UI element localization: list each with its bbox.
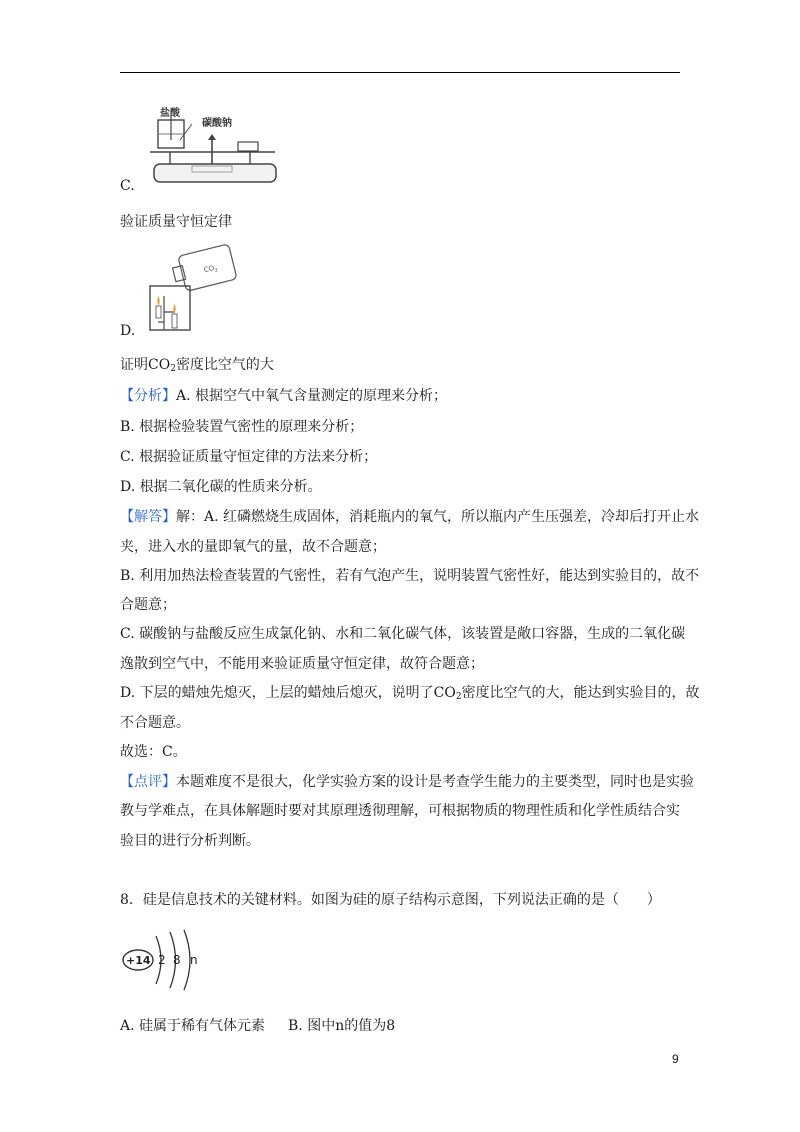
answer-d-line2: 不合题意。 — [120, 715, 190, 731]
analysis-line-a: 【分析】A. 根据空气中氧气含量测定的原理来分析； — [120, 388, 448, 404]
option-d-letter: D. — [120, 323, 136, 339]
answer-c-line1: C. 碳酸钠与盐酸反应生成氯化钠、水和二氧化碳气体，该装置是敞口容器，生成的二氧化碳 — [120, 626, 686, 642]
label-hydrochloric-acid: 盐酸 — [160, 108, 180, 119]
question-8-option-b: B. 图中n的值为8 — [288, 1018, 396, 1034]
answer-a-line1: 【解答】解：A. 红磷燃烧生成固体，消耗瓶内的氧气，所以瓶内产生压强差，冷却后打开止水 — [120, 509, 700, 525]
question-8-option-a: A. 硅属于稀有气体元素 — [120, 1018, 266, 1034]
silicon-atom-diagram — [118, 922, 218, 992]
question-8-stem: 8．硅是信息技术的关键材料。如图为硅的原子结构示意图，下列说法正确的是（ ） — [120, 892, 661, 908]
nucleus-charge: +14 — [126, 954, 151, 967]
option-c-letter: C. — [120, 178, 135, 194]
analysis-line-d: D. 根据二氧化碳的性质来分析。 — [120, 479, 322, 495]
co2-candles-figure — [144, 244, 244, 334]
comment-tag: 【点评】 — [120, 774, 176, 790]
answer-d-line1: D. 下层的蜡烛先熄灭，上层的蜡烛后熄灭，说明了$CO_2$密度比空气的大，能达到实验目的，故 — [120, 685, 700, 702]
comment-line3: 验目的进行分析判断。 — [120, 833, 260, 849]
option-d-caption: 证明$CO_2$密度比空气的大 — [120, 357, 274, 374]
shell-1-electrons: 2 — [158, 953, 166, 967]
analysis-tag: 【分析】 — [120, 388, 176, 404]
page-number: 9 — [672, 1052, 679, 1066]
answer-tag: 【解答】 — [120, 509, 176, 525]
option-c-caption: 验证质量守恒定律 — [120, 214, 232, 230]
bottle-label-co2: $CO_2$ — [203, 264, 219, 275]
balance-apparatus-figure — [140, 100, 290, 192]
answer-a-line2: 夹，进入水的量即氧气的量，故不合题意； — [120, 539, 386, 555]
label-sodium-carbonate: 碳酸钠 — [202, 118, 232, 129]
analysis-line-b: B. 根据检验装置气密性的原理来分析； — [120, 419, 364, 435]
shell-3-electrons: n — [190, 953, 198, 967]
answer-choice: 故选：C。 — [120, 744, 187, 760]
answer-b-line2: 合题意； — [120, 597, 176, 613]
answer-c-line2: 逸散到空气中，不能用来验证质量守恒定律，故符合题意； — [120, 656, 484, 672]
comment-line1: 【点评】本题难度不是很大，化学实验方案的设计是考查学生能力的主要类型，同时也是实验 — [120, 774, 694, 790]
comment-line2: 教与学难点，在具体解题时要对其原理透彻理解，可根据物质的物理性质和化学性质结合实 — [120, 803, 680, 819]
header-rule — [120, 72, 680, 73]
shell-2-electrons: 8 — [173, 953, 181, 967]
analysis-line-c: C. 根据验证质量守恒定律的方法来分析； — [120, 449, 378, 465]
answer-b-line1: B. 利用加热法检查装置的气密性，若有气泡产生，说明装置气密性好，能达到实验目的，故不 — [120, 568, 700, 584]
